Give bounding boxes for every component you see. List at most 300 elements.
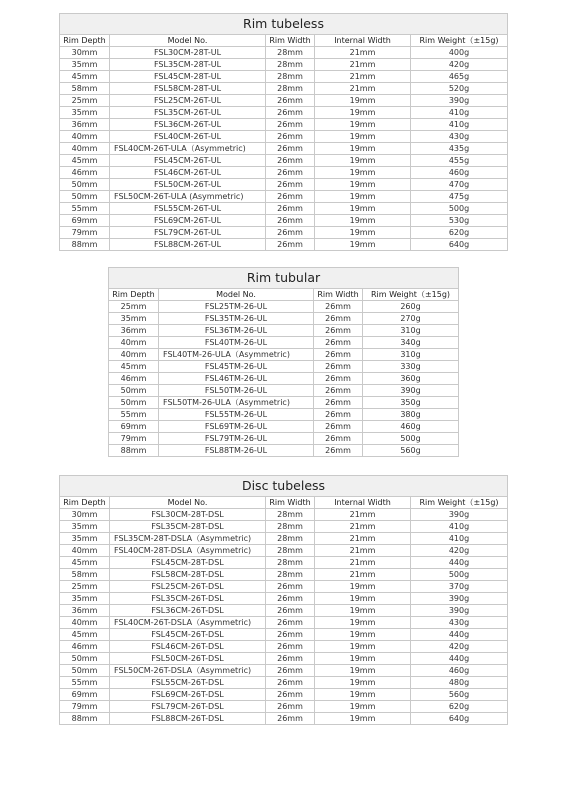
table-cell: 26mm xyxy=(266,131,315,143)
table-cell: 19mm xyxy=(315,227,411,239)
table-cell: 45mm xyxy=(109,361,159,373)
table-cell: 26mm xyxy=(266,653,315,665)
table-cell: 260g xyxy=(363,301,459,313)
table-cell: FSL36CM-26T-UL xyxy=(110,119,266,131)
table-cell: 370g xyxy=(411,581,508,593)
table-cell: 620g xyxy=(411,227,508,239)
table-row xyxy=(60,119,508,131)
table-row xyxy=(60,71,508,83)
table-row xyxy=(60,653,508,665)
table-cell: FSL55CM-26T-UL xyxy=(110,203,266,215)
table-cell: FSL46CM-26T-DSL xyxy=(110,641,266,653)
table-cell: 640g xyxy=(411,239,508,251)
table-cell: FSL35CM-26T-UL xyxy=(110,107,266,119)
table-cell: 21mm xyxy=(315,47,411,59)
table-cell: 400g xyxy=(411,47,508,59)
table-cell: FSL45CM-26T-UL xyxy=(110,155,266,167)
table-cell: 19mm xyxy=(315,143,411,155)
table-cell: 26mm xyxy=(266,581,315,593)
table-cell: FSL35TM-26-UL xyxy=(159,313,314,325)
table-cell: 40mm xyxy=(60,143,110,155)
table-cell: 21mm xyxy=(315,533,411,545)
table-cell: 19mm xyxy=(315,179,411,191)
table-cell: 26mm xyxy=(266,191,315,203)
table-cell: 440g xyxy=(411,629,508,641)
table-row xyxy=(60,713,508,725)
table-cell: 45mm xyxy=(60,629,110,641)
table-cell: 26mm xyxy=(266,227,315,239)
table-cell: 26mm xyxy=(314,409,363,421)
table-cell: FSL46TM-26-UL xyxy=(159,373,314,385)
table-row xyxy=(109,337,459,349)
table-cell: 46mm xyxy=(60,641,110,653)
table-row xyxy=(60,83,508,95)
table-row xyxy=(109,433,459,445)
table-cell: 26mm xyxy=(266,203,315,215)
table-cell: 455g xyxy=(411,155,508,167)
table-cell: 19mm xyxy=(315,191,411,203)
table-cell: 69mm xyxy=(60,689,110,701)
table-cell: 26mm xyxy=(314,301,363,313)
table-cell: 36mm xyxy=(60,605,110,617)
table-cell: 26mm xyxy=(266,143,315,155)
table-row xyxy=(60,581,508,593)
table-cell: 19mm xyxy=(315,593,411,605)
table-cell: FSL46CM-26T-UL xyxy=(110,167,266,179)
rim-tubeless-table xyxy=(59,13,508,251)
table-cell: 19mm xyxy=(315,689,411,701)
table-cell: 19mm xyxy=(315,701,411,713)
table-cell: FSL40CM-26T-UL xyxy=(110,131,266,143)
table-cell: 26mm xyxy=(266,713,315,725)
table-cell: 26mm xyxy=(266,677,315,689)
table-cell: 21mm xyxy=(315,59,411,71)
table-cell: FSL40CM-28T-DSLA（Asymmetric) xyxy=(110,545,266,557)
table-cell: 79mm xyxy=(60,701,110,713)
table-cell: 28mm xyxy=(266,83,315,95)
table-cell: 28mm xyxy=(266,59,315,71)
table-cell: 26mm xyxy=(314,325,363,337)
table-cell: 28mm xyxy=(266,557,315,569)
table-cell: 26mm xyxy=(266,701,315,713)
table-cell: FSL45CM-28T-UL xyxy=(110,71,266,83)
table-cell: 360g xyxy=(363,373,459,385)
table-cell: 28mm xyxy=(266,533,315,545)
table-cell: 40mm xyxy=(60,617,110,629)
table-cell: FSL25TM-26-UL xyxy=(159,301,314,313)
table-cell: 330g xyxy=(363,361,459,373)
table-cell: 26mm xyxy=(266,155,315,167)
table-cell: 88mm xyxy=(109,445,159,457)
rim-tubular-table xyxy=(108,267,459,457)
table-row xyxy=(109,445,459,457)
table-cell: FSL35CM-28T-UL xyxy=(110,59,266,71)
table-cell: 40mm xyxy=(109,337,159,349)
table-cell: 340g xyxy=(363,337,459,349)
table-cell: FSL88CM-26T-DSL xyxy=(110,713,266,725)
table-cell: FSL35CM-26T-DSL xyxy=(110,593,266,605)
table-cell: 270g xyxy=(363,313,459,325)
table-cell: 560g xyxy=(411,689,508,701)
table-cell: 21mm xyxy=(315,83,411,95)
table-cell: FSL35CM-28T-DSLA（Asymmetric) xyxy=(110,533,266,545)
table-row xyxy=(109,409,459,421)
table-row xyxy=(60,593,508,605)
table-cell: 520g xyxy=(411,83,508,95)
table-row xyxy=(109,313,459,325)
table-cell: 19mm xyxy=(315,653,411,665)
table-cell: 460g xyxy=(363,421,459,433)
table-row xyxy=(60,665,508,677)
header-rim-width: Rim Width xyxy=(314,289,363,301)
table-title: Rim tubular xyxy=(108,267,459,288)
table-row xyxy=(60,689,508,701)
table-cell: FSL40TM-26-UL xyxy=(159,337,314,349)
table-cell: 26mm xyxy=(314,313,363,325)
table-cell: 50mm xyxy=(60,179,110,191)
table-cell: 430g xyxy=(411,617,508,629)
table-cell: 55mm xyxy=(60,677,110,689)
table-cell: 35mm xyxy=(60,107,110,119)
table-row xyxy=(60,641,508,653)
table-cell: 26mm xyxy=(266,629,315,641)
table-cell: FSL40TM-26-ULA（Asymmetric) xyxy=(159,349,314,361)
table-cell: 350g xyxy=(363,397,459,409)
table-cell: 19mm xyxy=(315,131,411,143)
table-cell: FSL45CM-28T-DSL xyxy=(110,557,266,569)
table-row xyxy=(60,569,508,581)
table-cell: 26mm xyxy=(266,107,315,119)
header-rim-depth: Rim Depth xyxy=(60,35,110,47)
table-cell: 26mm xyxy=(314,433,363,445)
table-cell: FSL69CM-26T-UL xyxy=(110,215,266,227)
table-row xyxy=(60,545,508,557)
table-cell: 430g xyxy=(411,131,508,143)
table-cell: 26mm xyxy=(266,215,315,227)
header-model-no: Model No. xyxy=(110,497,266,509)
table-cell: 390g xyxy=(411,605,508,617)
table-cell: 26mm xyxy=(266,95,315,107)
table-row xyxy=(109,361,459,373)
table-cell: 560g xyxy=(363,445,459,457)
table-row xyxy=(60,179,508,191)
table-cell: 58mm xyxy=(60,83,110,95)
table-cell: 28mm xyxy=(266,545,315,557)
table-cell: 19mm xyxy=(315,119,411,131)
table-cell: 28mm xyxy=(266,71,315,83)
table-cell: 620g xyxy=(411,701,508,713)
table-cell: FSL79CM-26T-DSL xyxy=(110,701,266,713)
table-cell: 500g xyxy=(411,203,508,215)
table-cell: 21mm xyxy=(315,509,411,521)
table-cell: 460g xyxy=(411,167,508,179)
table-row xyxy=(60,131,508,143)
table-cell: 26mm xyxy=(314,349,363,361)
table-cell: 19mm xyxy=(315,665,411,677)
table-cell: 19mm xyxy=(315,107,411,119)
table-cell: 19mm xyxy=(315,677,411,689)
table-row xyxy=(60,107,508,119)
table-row xyxy=(60,59,508,71)
table-row xyxy=(60,143,508,155)
table-cell: 50mm xyxy=(60,653,110,665)
table-row xyxy=(109,421,459,433)
table-cell: 26mm xyxy=(266,167,315,179)
table-cell: 19mm xyxy=(315,155,411,167)
table-cell: 440g xyxy=(411,653,508,665)
table-body xyxy=(109,301,459,457)
table-cell: 21mm xyxy=(315,569,411,581)
table-cell: 435g xyxy=(411,143,508,155)
table-header-row xyxy=(60,35,508,47)
table-row xyxy=(60,191,508,203)
table-cell: 26mm xyxy=(314,361,363,373)
table-cell: 55mm xyxy=(109,409,159,421)
header-rim-weight: Rim Weight（±15g) xyxy=(411,35,508,47)
table-cell: 58mm xyxy=(60,569,110,581)
table-cell: 410g xyxy=(411,521,508,533)
table-cell: 310g xyxy=(363,349,459,361)
table-cell: 26mm xyxy=(314,421,363,433)
table-cell: 410g xyxy=(411,119,508,131)
table-cell: 19mm xyxy=(315,167,411,179)
table-cell: FSL50CM-26T-ULA (Asymmetric) xyxy=(110,191,266,203)
table-cell: 310g xyxy=(363,325,459,337)
table-cell: 390g xyxy=(411,509,508,521)
table-row xyxy=(60,521,508,533)
table-cell: 79mm xyxy=(109,433,159,445)
table-cell: 40mm xyxy=(60,131,110,143)
table-cell: 40mm xyxy=(60,545,110,557)
table-cell: 26mm xyxy=(314,385,363,397)
header-rim-depth: Rim Depth xyxy=(60,497,110,509)
table-row xyxy=(60,533,508,545)
table-cell: 25mm xyxy=(109,301,159,313)
table-cell: FSL58CM-28T-DSL xyxy=(110,569,266,581)
table-cell: 26mm xyxy=(266,239,315,251)
table-cell: 55mm xyxy=(60,203,110,215)
table-cell: FSL25CM-26T-UL xyxy=(110,95,266,107)
table-cell: FSL40CM-26T-DSLA（Asymmetric) xyxy=(110,617,266,629)
table-row xyxy=(109,325,459,337)
table-cell: 26mm xyxy=(314,337,363,349)
header-model-no: Model No. xyxy=(159,289,314,301)
table-row xyxy=(60,47,508,59)
header-rim-width: Rim Width xyxy=(266,497,315,509)
header-internal-width: Internal Width xyxy=(315,35,411,47)
table-cell: FSL40CM-26T-ULA（Asymmetric) xyxy=(110,143,266,155)
table-cell: 30mm xyxy=(60,509,110,521)
table-cell: 30mm xyxy=(60,47,110,59)
table-cell: 26mm xyxy=(266,119,315,131)
table-title: Disc tubeless xyxy=(59,475,508,496)
table-cell: 50mm xyxy=(60,191,110,203)
header-rim-weight: Rim Weight（±15g) xyxy=(411,497,508,509)
table-cell: 390g xyxy=(411,95,508,107)
table-cell: 19mm xyxy=(315,203,411,215)
table-cell: 380g xyxy=(363,409,459,421)
table-cell: 530g xyxy=(411,215,508,227)
table-cell: FSL30CM-28T-UL xyxy=(110,47,266,59)
table-row xyxy=(109,397,459,409)
table-cell: 28mm xyxy=(266,509,315,521)
table-row xyxy=(60,617,508,629)
table-cell: 36mm xyxy=(109,325,159,337)
header-internal-width: Internal Width xyxy=(315,497,411,509)
table-cell: 28mm xyxy=(266,569,315,581)
header-rim-width: Rim Width xyxy=(266,35,315,47)
table-row xyxy=(60,605,508,617)
table-cell: 26mm xyxy=(266,665,315,677)
table-cell: 36mm xyxy=(60,119,110,131)
table-row xyxy=(109,301,459,313)
table-cell: FSL50TM-26-ULA（Asymmetric) xyxy=(159,397,314,409)
table-cell: 35mm xyxy=(60,533,110,545)
table-row xyxy=(60,203,508,215)
table-row xyxy=(60,227,508,239)
table-cell: 475g xyxy=(411,191,508,203)
disc-tubeless-table xyxy=(59,475,508,725)
table-cell: FSL55TM-26-UL xyxy=(159,409,314,421)
table-cell: 21mm xyxy=(315,71,411,83)
table-row xyxy=(60,509,508,521)
table-cell: 460g xyxy=(411,665,508,677)
table-cell: 19mm xyxy=(315,617,411,629)
table-cell: 35mm xyxy=(109,313,159,325)
table-cell: 69mm xyxy=(60,215,110,227)
table-cell: 35mm xyxy=(60,59,110,71)
table-cell: 35mm xyxy=(60,521,110,533)
table-cell: FSL50CM-26T-UL xyxy=(110,179,266,191)
table-cell: 19mm xyxy=(315,95,411,107)
table-row xyxy=(60,677,508,689)
table-cell: 45mm xyxy=(60,155,110,167)
table-cell: 45mm xyxy=(60,71,110,83)
table-cell: 28mm xyxy=(266,47,315,59)
table-cell: 19mm xyxy=(315,239,411,251)
table-cell: FSL30CM-28T-DSL xyxy=(110,509,266,521)
table-header-row xyxy=(60,497,508,509)
table-cell: 50mm xyxy=(60,665,110,677)
table-cell: 88mm xyxy=(60,713,110,725)
table-cell: 480g xyxy=(411,677,508,689)
table-header-row xyxy=(109,289,459,301)
table-cell: 50mm xyxy=(109,385,159,397)
table-row xyxy=(109,349,459,361)
table-cell: FSL50CM-26T-DSLA（Asymmetric) xyxy=(110,665,266,677)
table-row xyxy=(60,95,508,107)
table-cell: 50mm xyxy=(109,397,159,409)
table-cell: 470g xyxy=(411,179,508,191)
table-cell: 26mm xyxy=(266,617,315,629)
table-cell: 25mm xyxy=(60,581,110,593)
table-cell: 40mm xyxy=(109,349,159,361)
table-cell: 640g xyxy=(411,713,508,725)
table-cell: 26mm xyxy=(314,373,363,385)
table-row xyxy=(60,155,508,167)
table-cell: 26mm xyxy=(266,605,315,617)
table-cell: FSL45CM-26T-DSL xyxy=(110,629,266,641)
table-cell: 79mm xyxy=(60,227,110,239)
table-cell: 440g xyxy=(411,557,508,569)
table-cell: 46mm xyxy=(109,373,159,385)
table-cell: FSL50TM-26-UL xyxy=(159,385,314,397)
table-cell: FSL36TM-26-UL xyxy=(159,325,314,337)
table-row xyxy=(60,215,508,227)
table-cell: FSL69CM-26T-DSL xyxy=(110,689,266,701)
table-cell: 410g xyxy=(411,107,508,119)
table-cell: 28mm xyxy=(266,521,315,533)
table-cell: 420g xyxy=(411,545,508,557)
table-cell: 26mm xyxy=(314,445,363,457)
table-cell: 21mm xyxy=(315,557,411,569)
table-cell: 390g xyxy=(411,593,508,605)
table-cell: FSL69TM-26-UL xyxy=(159,421,314,433)
table-cell: FSL55CM-26T-DSL xyxy=(110,677,266,689)
table-cell: 26mm xyxy=(266,689,315,701)
table-row xyxy=(60,557,508,569)
table-cell: 19mm xyxy=(315,581,411,593)
table-row xyxy=(60,239,508,251)
table-cell: 35mm xyxy=(60,593,110,605)
table-cell: 21mm xyxy=(315,545,411,557)
table-cell: FSL35CM-28T-DSL xyxy=(110,521,266,533)
table-row xyxy=(109,373,459,385)
table-cell: 420g xyxy=(411,641,508,653)
table-cell: FSL88TM-26-UL xyxy=(159,445,314,457)
table-cell: 46mm xyxy=(60,167,110,179)
table-row xyxy=(60,167,508,179)
table-row xyxy=(109,385,459,397)
header-rim-depth: Rim Depth xyxy=(109,289,159,301)
table-cell: 19mm xyxy=(315,713,411,725)
header-rim-weight: Rim Weight（±15g) xyxy=(363,289,459,301)
table-cell: 500g xyxy=(363,433,459,445)
table-cell: 19mm xyxy=(315,629,411,641)
table-cell: FSL58CM-28T-UL xyxy=(110,83,266,95)
table-cell: FSL50CM-26T-DSL xyxy=(110,653,266,665)
table-row xyxy=(60,701,508,713)
table-cell: 21mm xyxy=(315,521,411,533)
table-cell: 26mm xyxy=(266,179,315,191)
table-cell: 19mm xyxy=(315,215,411,227)
table-cell: 465g xyxy=(411,71,508,83)
table-cell: 26mm xyxy=(266,593,315,605)
table-cell: 410g xyxy=(411,533,508,545)
table-body xyxy=(60,509,508,725)
table-cell: 88mm xyxy=(60,239,110,251)
header-model-no: Model No. xyxy=(110,35,266,47)
table-cell: 19mm xyxy=(315,605,411,617)
table-cell: 45mm xyxy=(60,557,110,569)
table-title: Rim tubeless xyxy=(59,13,508,34)
table-cell: 500g xyxy=(411,569,508,581)
table-cell: FSL79TM-26-UL xyxy=(159,433,314,445)
table-cell: 26mm xyxy=(266,641,315,653)
table-cell: 420g xyxy=(411,59,508,71)
table-cell: 26mm xyxy=(314,397,363,409)
table-cell: 390g xyxy=(363,385,459,397)
table-body xyxy=(60,47,508,251)
table-cell: FSL88CM-26T-UL xyxy=(110,239,266,251)
table-row xyxy=(60,629,508,641)
table-cell: FSL79CM-26T-UL xyxy=(110,227,266,239)
table-cell: 25mm xyxy=(60,95,110,107)
table-cell: FSL25CM-26T-DSL xyxy=(110,581,266,593)
table-cell: FSL36CM-26T-DSL xyxy=(110,605,266,617)
table-cell: FSL45TM-26-UL xyxy=(159,361,314,373)
table-cell: 69mm xyxy=(109,421,159,433)
